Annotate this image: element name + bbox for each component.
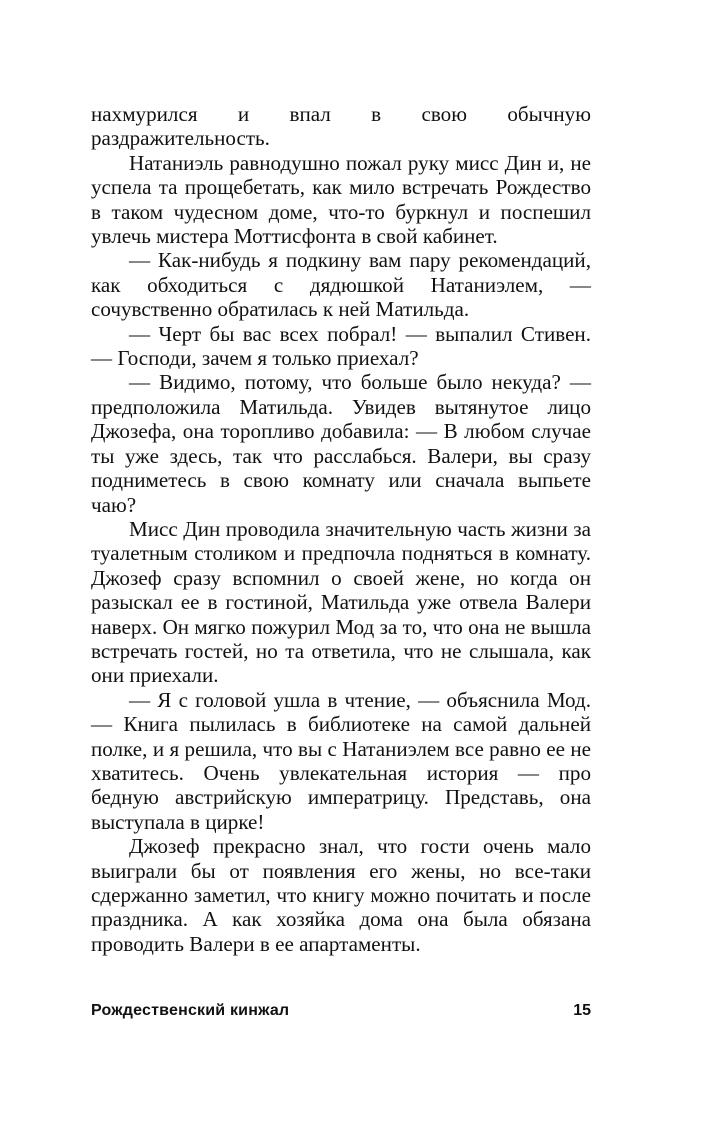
paragraph: Мисс Дин проводила значительную часть жизни за туалетным столиком и предпочла подняться в комнату. Джозеф сразу вспомнил о своей жене, но когда он разыскал ее в гостиной, Матильда уже отвела Валери наверх. Он мягко пожурил Мод за то, что она не вышла встречать гостей, но та ответила, что не слышала, как они приехали.: [91, 516, 591, 688]
page-footer: [91, 1002, 591, 1024]
paragraph-dialogue: — Как-нибудь я подкину вам пару рекомендаций, как обходиться с дядюшкой Натаниэлем, — сочувственно обратилась к ней Матильда.: [91, 248, 591, 322]
running-title: Рождественский кинжал: [91, 1002, 290, 1019]
paragraph-dialogue: — Видимо, потому, что больше было некуда? — предположила Матильда. Увидев вытянутое лицо Джозефа, она торопливо добавила: — В любом случае ты уже здесь, так что расслабься. Валери, вы сразу подниметесь в свою комнату или сначала выпьете чаю?: [91, 370, 591, 517]
page-number: 15: [573, 1002, 591, 1019]
paragraph: Джозеф прекрасно знал, что гости очень мало выиграли бы от появления его жены, но все-таки сдержанно заметил, что книгу можно почитать и после праздника. А как хозяйка дома она была обязана проводить Валери в ее апартаменты.: [91, 834, 591, 956]
text-block: [91, 102, 591, 956]
paragraph-continuation: нахмурился и впал в свою обычную раздражительность.: [91, 102, 591, 151]
page-body: [91, 102, 591, 956]
paragraph-dialogue: — Черт бы вас всех побрал! — выпалил Стивен. — Господи, зачем я только приехал?: [91, 321, 591, 371]
paragraph-dialogue: — Я с головой ушла в чтение, — объяснила Мод. — Книга пылилась в библиотеке на самой дальней полке, и я решила, что вы с Натаниэлем все равно ее не хватитесь. Очень увлекательная история — про бедную австрийскую императрицу. Представь, она выступала в цирке!: [91, 687, 591, 834]
paragraph: Натаниэль равнодушно пожал руку мисс Дин и, не успела та прощебетать, как мило встречать Рождество в таком чудесном доме, что-то буркнул и поспешил увлечь мистера Моттисфонта в свой кабинет.: [91, 150, 591, 249]
